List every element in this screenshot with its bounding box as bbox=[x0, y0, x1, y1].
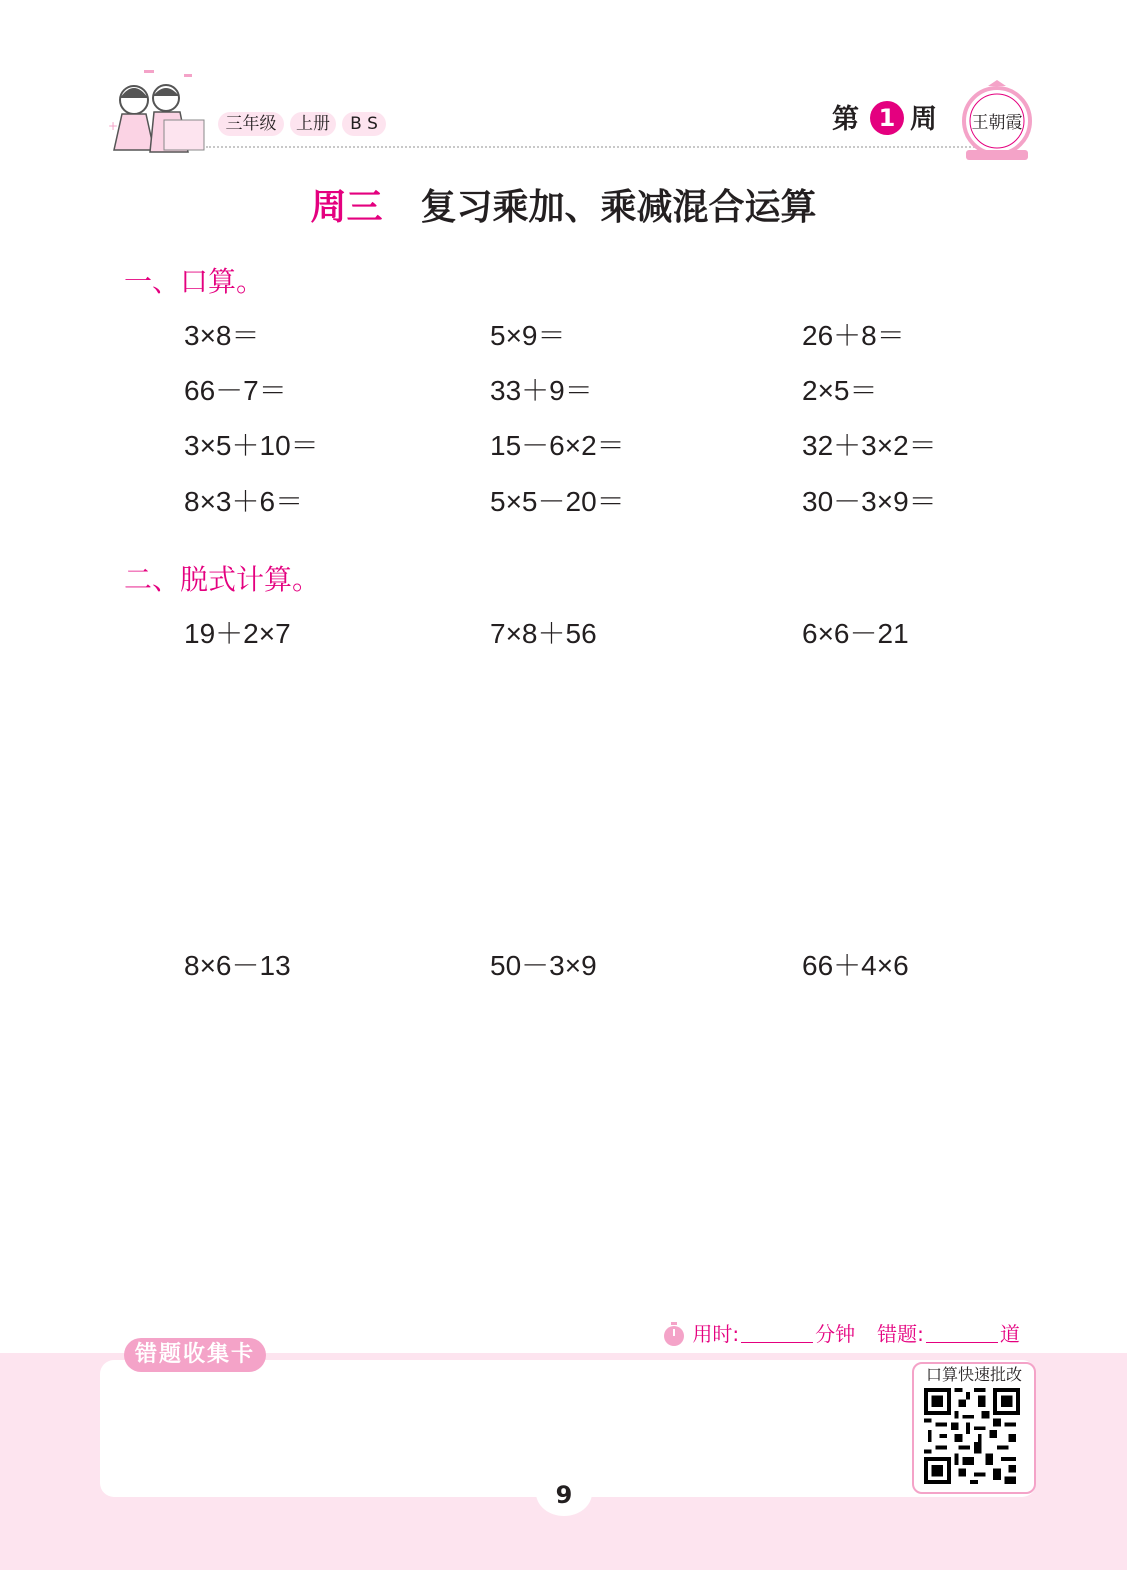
problem-2-2: 33＋9＝ bbox=[490, 375, 593, 406]
problem-3-3: 32＋3×2＝ bbox=[802, 430, 937, 461]
section-1-heading: 一、口算。 bbox=[124, 265, 265, 298]
week-prefix: 第 bbox=[832, 104, 859, 135]
children-illustration bbox=[104, 70, 208, 158]
grade-tag: 三年级 bbox=[218, 112, 284, 136]
time-label: 用时: bbox=[692, 1322, 740, 1346]
qr-label: 口算快速批改 bbox=[925, 1365, 1022, 1384]
header-divider bbox=[206, 146, 1006, 148]
qr-code-icon[interactable] bbox=[922, 1388, 1022, 1484]
time-errors-record bbox=[662, 1317, 1020, 1351]
time-unit: 分钟 bbox=[815, 1322, 856, 1346]
error-card-title: 错题收集卡 bbox=[124, 1338, 266, 1372]
stopwatch-icon bbox=[662, 1321, 686, 1347]
week-number-badge: 1 bbox=[870, 101, 904, 135]
volume-tag: 上册 bbox=[290, 112, 336, 136]
time-blank[interactable] bbox=[741, 1320, 813, 1343]
title-day: 周三 bbox=[310, 187, 383, 228]
step-problem-1: 19＋2×7 bbox=[184, 618, 291, 649]
problem-4-3: 30－3×9＝ bbox=[802, 486, 937, 517]
svg-text:王朝霞: 王朝霞 bbox=[971, 113, 1023, 133]
errors-unit: 道 bbox=[999, 1322, 1020, 1346]
problem-1-1: 3×8＝ bbox=[184, 320, 260, 351]
step-problem-5: 50－3×9 bbox=[490, 950, 597, 981]
problem-3-1: 3×5＋10＝ bbox=[184, 430, 319, 461]
errors-blank[interactable] bbox=[926, 1320, 998, 1343]
svg-text:+: + bbox=[108, 119, 119, 133]
title-topic: 复习乘加、乘减混合运算 bbox=[420, 187, 817, 228]
page-number: 9 bbox=[555, 1481, 573, 1509]
page-title bbox=[0, 182, 1127, 234]
edition-tag: B S bbox=[342, 112, 386, 136]
problem-4-1: 8×3＋6＝ bbox=[184, 486, 304, 517]
errors-label: 错题: bbox=[877, 1322, 924, 1346]
problem-4-2: 5×5－20＝ bbox=[490, 486, 625, 517]
problem-2-3: 2×5＝ bbox=[802, 375, 878, 406]
problem-2-1: 66－7＝ bbox=[184, 375, 287, 406]
step-problem-3: 6×6－21 bbox=[802, 618, 909, 649]
problem-1-2: 5×9＝ bbox=[490, 320, 566, 351]
step-problem-4: 8×6－13 bbox=[184, 950, 291, 981]
problem-3-2: 15－6×2＝ bbox=[490, 430, 625, 461]
brand-logo bbox=[958, 80, 1036, 162]
problem-1-3: 26＋8＝ bbox=[802, 320, 905, 351]
section-2-heading: 二、脱式计算。 bbox=[124, 563, 321, 596]
week-suffix: 周 bbox=[910, 104, 937, 135]
step-problem-2: 7×8＋56 bbox=[490, 618, 597, 649]
step-problem-6: 66＋4×6 bbox=[802, 950, 909, 981]
